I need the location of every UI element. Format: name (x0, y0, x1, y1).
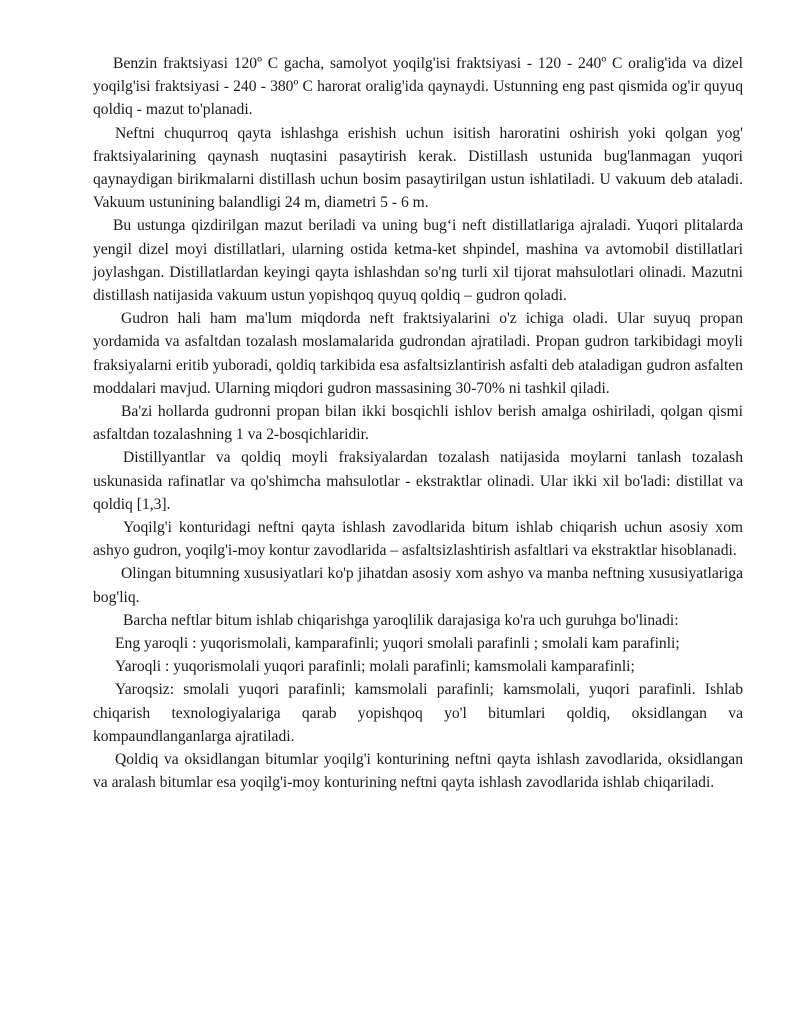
paragraph-suitable: Yaroqli : yuqorismolali yuqori parafinli; molali parafinli; kamsmolali kamparafinli; (115, 658, 635, 676)
paragraph-extracts: Distillyantlar va qoldiq moyli fraksiyalardan tozalash natijasida moylarni tanlash tozalash uskunasida rafinatlar va qo'shimcha mahsulotlar - ekstraktlar olinadi. Ular ikki xil bo'ladi: distillat va qoldiq [1,3]. (93, 449, 743, 513)
paragraph-vacuum-column: Neftni chuqurroq qayta ishlashga erishish uchun isitish haroratini oshirish yoki qolgan yog' fraktsiyalarining qaynash nuqtasini pasaytirish kerak. Distillash ustunida bug'lanmagan yuqori qaynaydigan birikmalarni distillash uchun bosim pasaytirilgan ustun ishlatiladi. U vakuum deb ataladi. Vakuum ustunining balandligi 24 m, diametri 5 - 6 m. (93, 124, 743, 212)
paragraph-fractions: Benzin fraktsiyasi 120º C gacha, samolyot yoqilg'isi fraktsiyasi - 120 - 240º C oralig'ida va dizel yoqilg'isi fraktsiyasi - 240 - 380º C harorat oralig'ida qaynaydi. Ustunning eng past qismida og'ir quyuq qoldiq - mazut to'planadi. (93, 55, 743, 119)
paragraph-two-stage: Ba'zi hollarda gudronni propan bilan ikki bosqichli ishlov berish amalga oshiriladi, qolgan qismi asfaltdan tozalashning 1 va 2-bosqichlaridir. (93, 403, 743, 444)
paragraph-oil-groups: Barcha neftlar bitum ishlab chiqarishga yaroqlilik darajasiga ko'ra uch guruhga bo'linadi: (123, 611, 679, 629)
paragraph-bitumen-properties: Olingan bitumning xususiyatlari ko'p jihatdan asosiy xom ashyo va manba neftning xususiyatlariga bog'liq. (93, 565, 743, 606)
paragraph-unsuitable: Yaroqsiz: smolali yuqori parafinli; kamsmolali parafinli; kamsmolali, yuqori parafinli. Ishlab chiqarish texnologiyalariga qarab yopishqoq yo'l bitumlari qoldiq, oksidlangan va kompaundlanganlarga ajratiladi. (93, 681, 743, 745)
paragraph-mazut-distillation: Bu ustunga qizdirilgan mazut beriladi va uning bug‘i neft distillatlariga ajraladi. Yuqori plitalarda yengil dizel moyi distillatlari, ularning ostida ketma-ket shpindel, mashina va avtomobil distillatlari joylashgan. Distillatlardan keyingi qayta ishlashdan so'ng turli xil tijorat mahsulotlari olinadi. Mazutni distillash natijasida vakuum ustun yopishqoq quyuq qoldiq – gudron qoladi. (93, 217, 743, 305)
paragraph-gudron: Gudron hali ham ma'lum miqdorda neft fraktsiyalarini o'z ichiga oladi. Ular suyuq propan yordamida va asfaltdan tozalash moslamalarida gudrondan ajratiladi. Propan gudron tarkibidagi moyli fraksiyalarni eritib yuboradi, qoldiq tarkibida esa asfaltsizlantirish asfalti deb ataladigan gudron asfalten moddalari mavjud. Ularning miqdori gudron massasining 30-70% ni tashkil qiladi. (93, 310, 743, 397)
paragraph-production: Qoldiq va oksidlangan bitumlar yoqilg'i konturining neftni qayta ishlash zavodlarida, oksidlangan va aralash bitumlar esa yoqilg'i-moy konturining neftni qayta ishlash zavodlarida ishlab chiqariladi. (93, 751, 743, 792)
document-body (93, 52, 743, 795)
paragraph-raw-material: Yoqilg'i konturidagi neftni qayta ishlash zavodlarida bitum ishlab chiqarish uchun asosiy xom ashyo gudron, yoqilg'i-moy kontur zavodlarida – asfaltsizlashtirish asfaltlari va ekstraktlar hisoblanadi. (93, 519, 743, 560)
paragraph-most-suitable: Eng yaroqli : yuqorismolali, kamparafinli; yuqori smolali parafinli ; smolali kam parafinli; (115, 635, 680, 653)
